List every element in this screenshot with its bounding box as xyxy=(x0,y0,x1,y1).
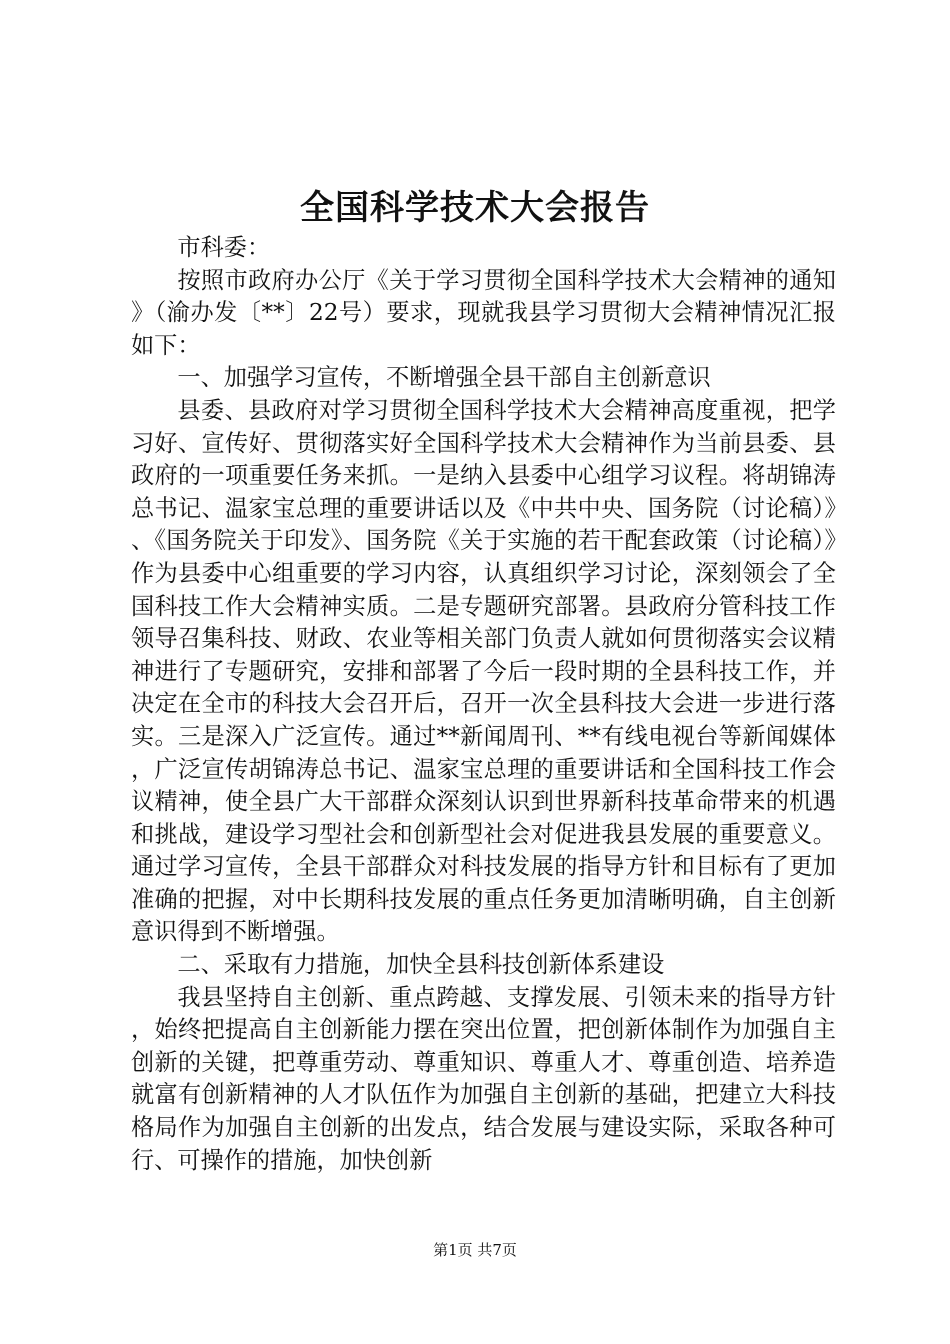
intro-paragraph: 按照市政府办公厅《关于学习贯彻全国科学技术大会精神的通知》（渝办发〔**〕22号）要求，现就我县学习贯彻大会精神情况汇报如下： xyxy=(131,266,836,359)
document-body xyxy=(131,232,836,1177)
section-heading-2: 二、采取有力措施，加快全县科技创新体系建设 xyxy=(177,951,665,979)
document-title: 全国科学技术大会报告 xyxy=(300,188,650,228)
body-paragraph-1: 县委、县政府对学习贯彻全国科学技术大会精神高度重视，把学习好、宣传好、贯彻落实好全国科学技术大会精神作为当前县委、县政府的一项重要任务来抓。一是纳入县委中心组学习议程。将胡锦涛总书记、温家宝总理的重要讲话以及《中共中央、国务院（讨论稿）》、《国务院关于印发》、国务院《关于实施的若干配套政策（讨论稿）》作为县委中心组重要的学习内容，认真组织学习讨论，深刻领会了全国科技工作大会精神实质。二是专题研究部署。县政府分管科技工作领导召集科技、财政、农业等相关部门负责人就如何贯彻落实会议精神进行了专题研究，安排和部署了今后一段时期的全县科技工作，并决定在全市的科技大会召开后，召开一次全县科技大会进一步进行落实。三是深入广泛宣传。通过**新闻周刊、**有线电视台等新闻媒体，广泛宣传胡锦涛总书记、温家宝总理的重要讲话和全国科技工作会议精神，使全县广大干部群众深刻认识到世界新科技革命带来的机遇和挑战，建设学习型社会和创新型社会对促进我县发展的重要意义。通过学习宣传，全县干部群众对科技发展的指导方针和目标有了更加准确的把握，对中长期科技发展的重点任务更加清晰明确，自主创新意识得到不断增强。 xyxy=(131,396,836,946)
salutation: 市科委： xyxy=(177,234,271,261)
page-footer: 第1页 共7页 xyxy=(433,1241,517,1259)
body-paragraph-2: 我县坚持自主创新、重点跨越、支撑发展、引领未来的指导方针，始终把提高自主创新能力摆在突出位置，把创新体制作为加强自主创新的关键，把尊重劳动、尊重知识、尊重人才、尊重创造、培养造就富有创新精神的人才队伍作为加强自主创新的基础，把建立大科技格局作为加强自主创新的出发点，结合发展与建设实际，采取各种可行、可操作的措施，加快创新 xyxy=(131,983,836,1174)
section-heading-1: 一、加强学习宣传，不断增强全县干部自主创新意识 xyxy=(177,364,711,392)
